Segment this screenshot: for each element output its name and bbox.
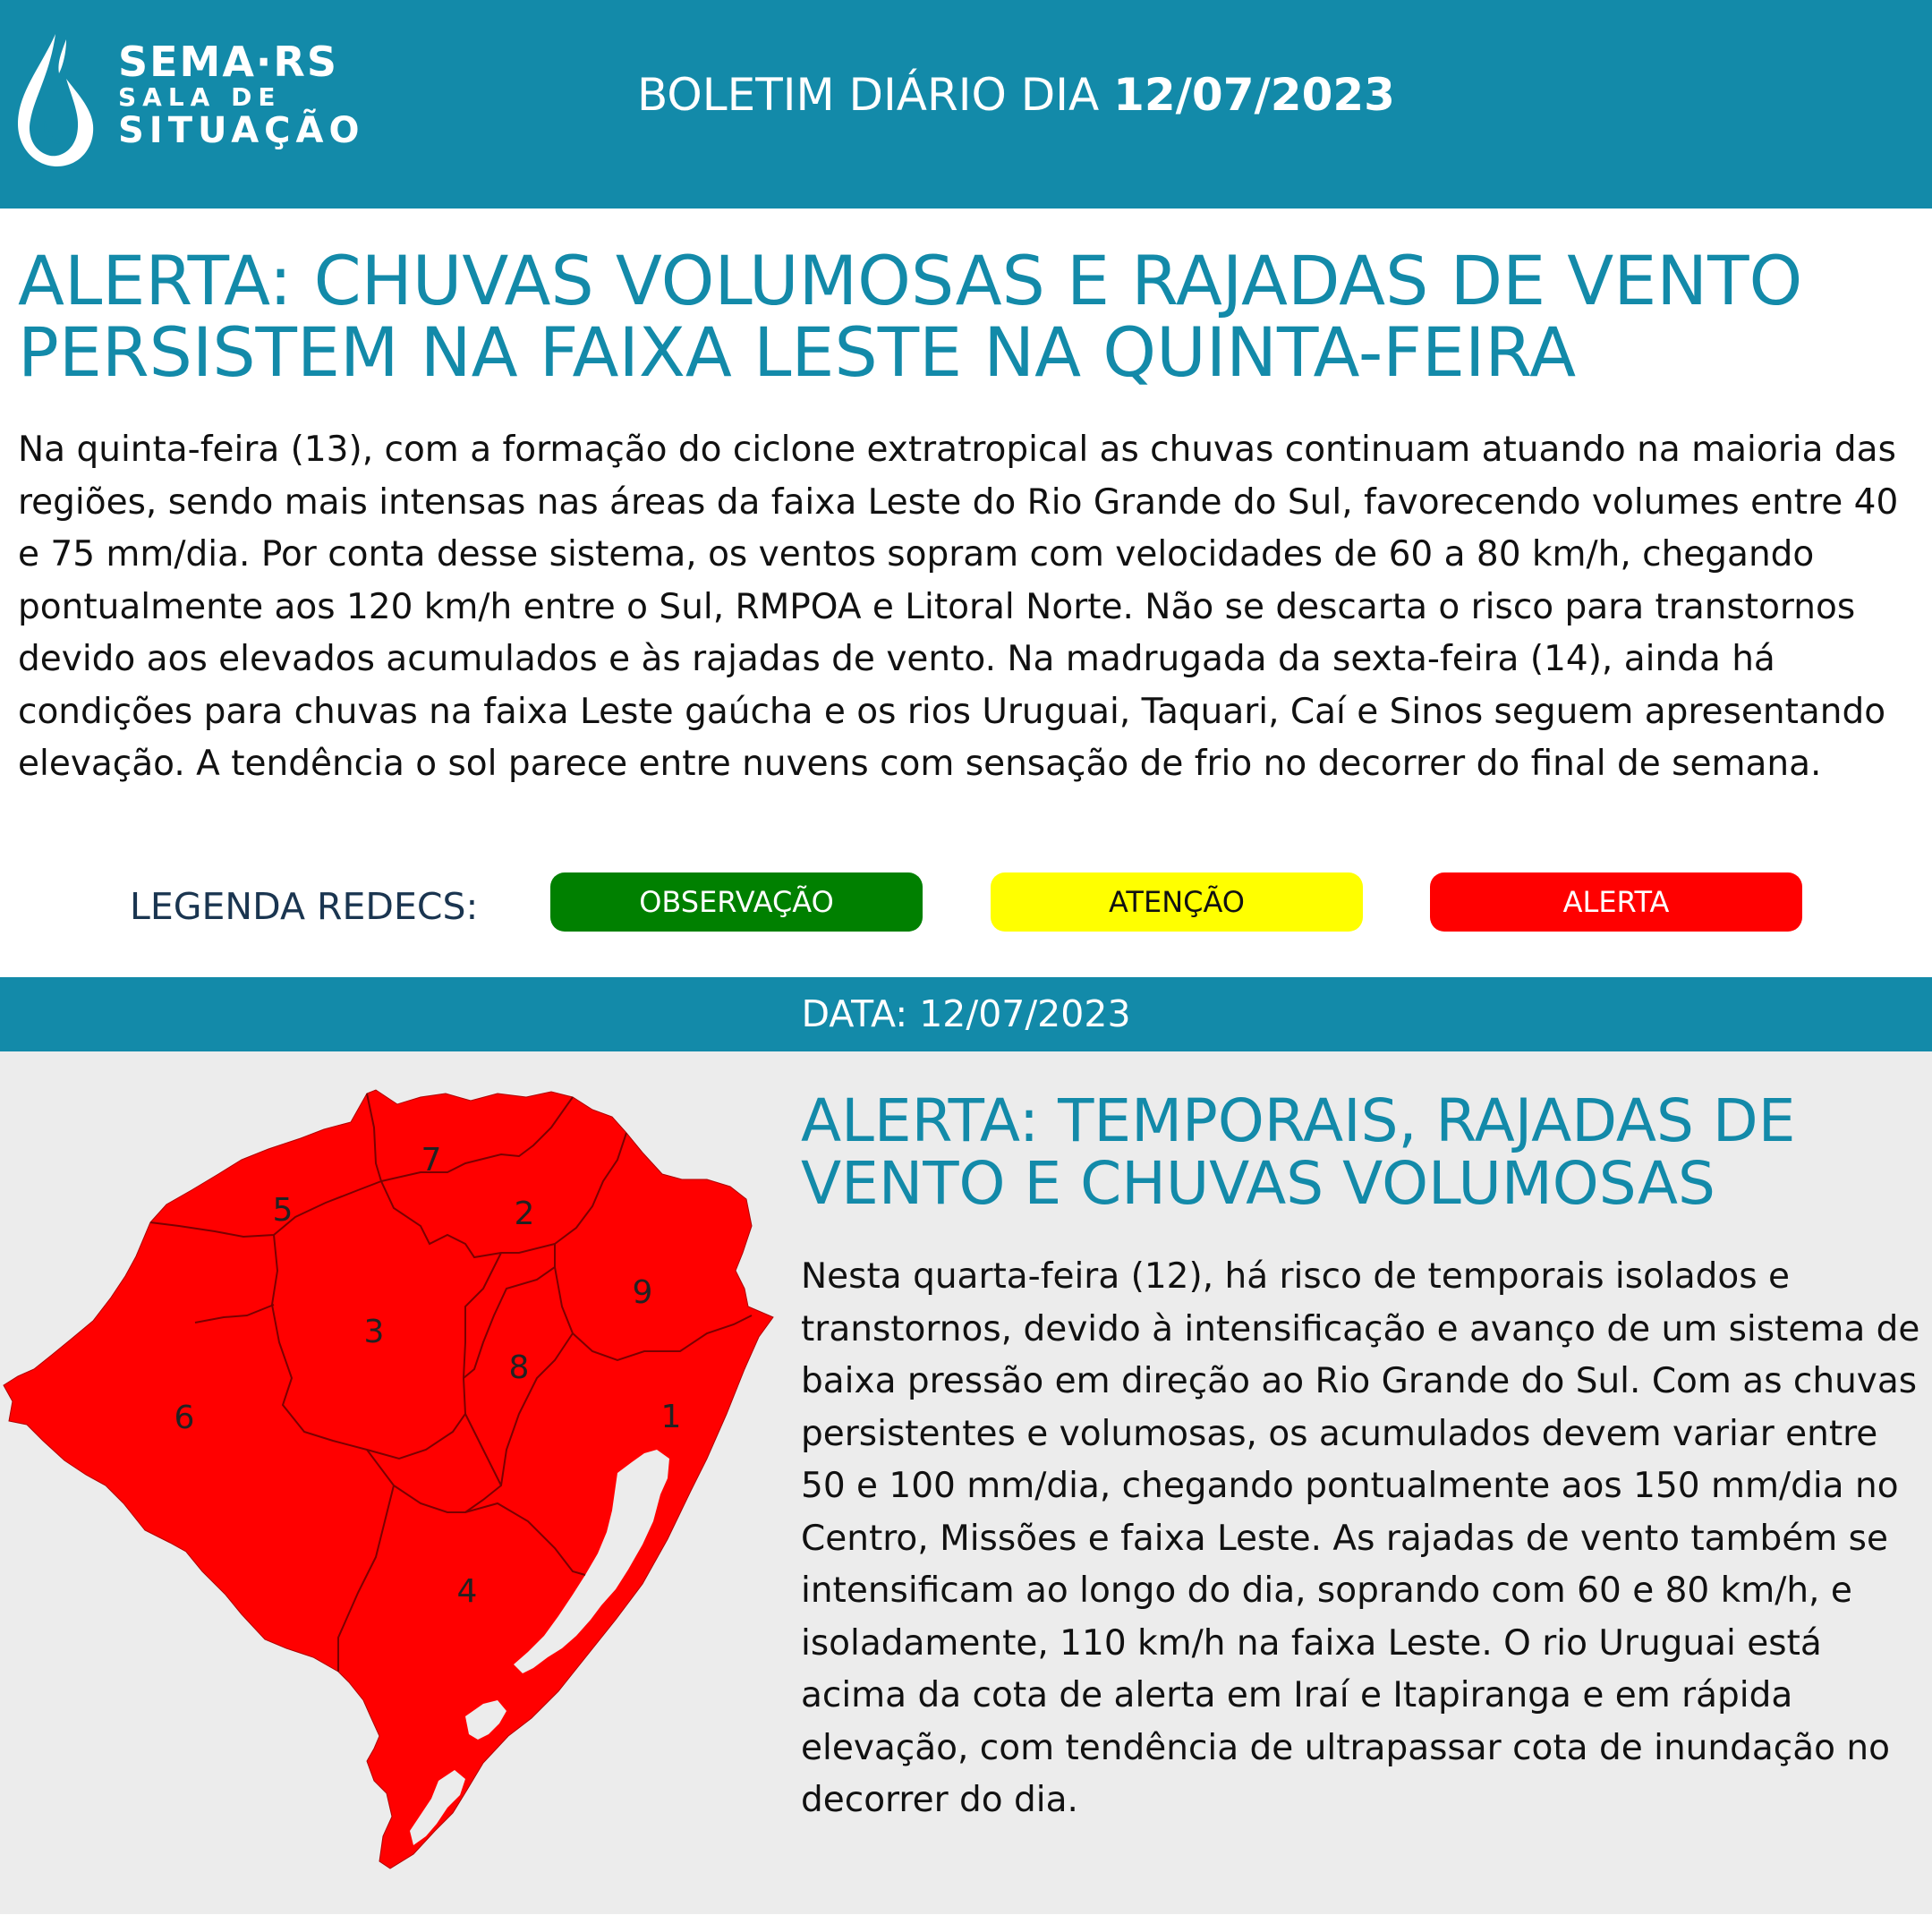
rs-regions-map	[0, 1074, 787, 1879]
region-number-9: 9	[632, 1274, 653, 1311]
forecast-text: Na quinta-feira (13), com a formação do ciclone extratropical as chuvas continuam atuando na maioria das regiões, sendo mais intensas nas áreas da faixa Leste do Rio Grande do Sul, favorecendo volumes entre 40 e 75 mm/dia. Por conta desse sistema, os ventos sopram com velocidades de 60 a 80 km/h, chegando pontualmente aos 120 km/h entre o Sul, RMPOA e Litoral Norte. Não se descarta o risco para transtornos devido aos elevados acumulados e às rajadas de vento. Na madrugada da sexta-feira (14), ainda há condições para chuvas na faixa Leste gaúcha e os rios Uruguai, Taquari, Caí e Sinos seguem apresentando elevação. A tendência o sol parece entre nuvens com sensação de frio no decorrer do final de semana.	[18, 430, 1899, 784]
bulletin-title	[637, 68, 1395, 122]
logo-line-2: SALA DE	[118, 82, 282, 112]
region-number-2: 2	[514, 1196, 535, 1232]
bulletin-date: 12/07/2023	[1113, 69, 1395, 121]
logo-text	[118, 39, 365, 150]
alert-text: Nesta quarta-feira (12), há risco de temporais isolados e transtornos, devido à intensificação e avanço de um sistema de baixa pressão em direção ao Rio Grande do Sul. Com as chuvas persistentes e volumosas, os acumulados devem variar entre 50 e 100 mm/dia, chegando pontualmente aos 150 mm/dia no Centro, Missões e faixa Leste. As rajadas de vento também se intensificam ao longo do dia, soprando com 60 e 80 km/h, e isoladamente, 110 km/h na faixa Leste. O rio Uruguai está acima da cota de alerta em Iraí e Itapiranga e em rápida elevação, com tendência de ultrapassar cota de inundação no decorrer do dia.	[801, 1256, 1920, 1820]
date-bar: DATA: 12/07/2023	[0, 977, 1932, 1051]
region-number-4: 4	[456, 1573, 478, 1610]
legend-label: LEGENDA REDECS:	[130, 885, 479, 928]
sema-rs-logo	[14, 30, 372, 174]
region-number-3: 3	[363, 1314, 385, 1350]
forecast-headline: ALERTA: CHUVAS VOLUMOSAS E RAJADAS DE VENTO PERSISTEM NA FAIXA LESTE NA QUINTA-FEIRA	[18, 241, 1803, 392]
region-number-1: 1	[660, 1399, 682, 1435]
bulletin-title-prefix: BOLETIM DIÁRIO DIA	[637, 69, 1114, 121]
header-bar	[0, 0, 1932, 209]
water-drop-icon	[14, 30, 97, 170]
alert-headline: ALERTA: TEMPORAIS, RAJADAS DE VENTO E CHUVAS VOLUMOSAS	[801, 1086, 1796, 1218]
legend-observacao: OBSERVAÇÃO	[550, 872, 923, 932]
legend-atencao: ATENÇÃO	[991, 872, 1363, 932]
logo-line-3: SITUAÇÃO	[118, 110, 365, 151]
region-number-5: 5	[272, 1192, 294, 1229]
region-number-8: 8	[508, 1349, 530, 1386]
logo-line-1: SEMA·RS	[118, 38, 338, 86]
region-number-6: 6	[174, 1400, 195, 1436]
legend-alerta: ALERTA	[1430, 872, 1802, 932]
region-number-7: 7	[421, 1142, 442, 1179]
